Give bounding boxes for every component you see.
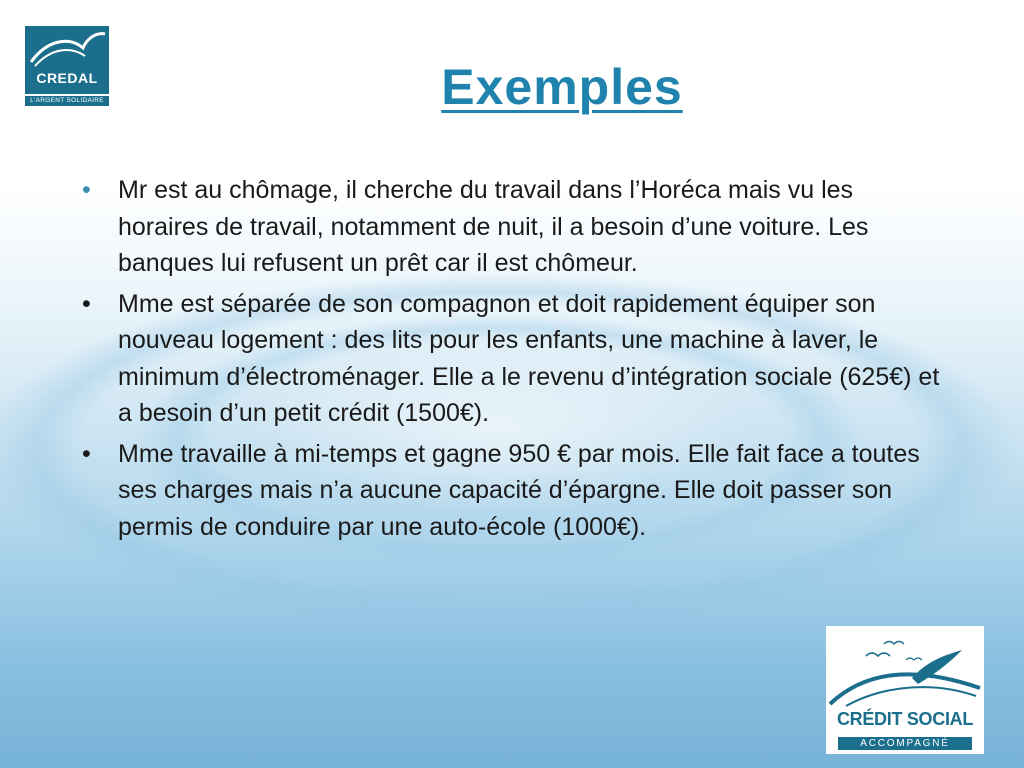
credal-logo-tagline: L'ARGENT SOLIDAIRE [25,96,109,106]
bullet-item-1 [82,172,942,282]
bullet-text: Mr est au chômage, il cherche du travail dans l’Horéca mais vu les horaires de travail, notamment de nuit, il a besoin d’une voiture. Les banques lui refusent un prêt car il est chômeur. [118,176,869,277]
bullet-marker: • [82,289,91,318]
bullet-marker: • [82,176,91,204]
slide-title: Exemples [441,59,683,115]
credit-social-logo [826,626,984,754]
seagull-wave-icon [826,626,984,710]
bullet-item-3 [82,436,942,546]
credit-social-logo-name: CRÉDIT SOCIAL [836,709,974,729]
bullet-marker: • [82,439,91,468]
bullet-text: Mme est séparée de son compagnon et doit rapidement équiper son nouveau logement : des lits pour les enfants, une machine à laver, le minimum d’électroménager. Elle a le revenu d’intégration sociale (625€) et a besoin d’un petit crédit (1500€). [118,289,940,427]
bullet-text: Mme travaille à mi-temps et gagne 950 € par mois. Elle fait face a toutes ses charges mais n’a aucune capacité d’épargne. Elle doit passer son permis de conduire par une auto-école (1000€). [118,439,920,541]
bullet-item-2 [82,286,942,432]
bullet-list [82,172,942,549]
credal-logo-name: CREDAL [36,70,98,86]
credit-social-logo-tagline: ACCOMPAGNÉ [838,737,972,750]
